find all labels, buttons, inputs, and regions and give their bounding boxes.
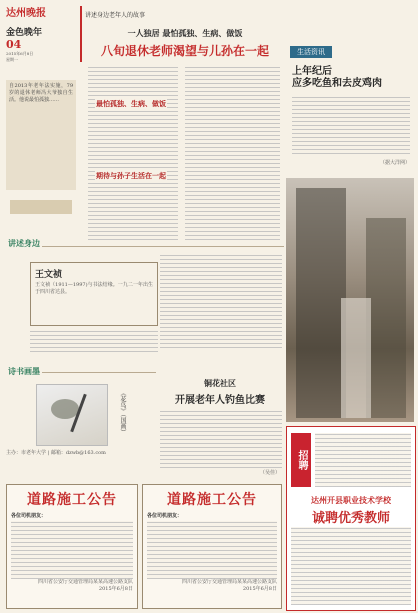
- notice-2: [142, 484, 282, 609]
- community-body: [160, 410, 282, 470]
- notice-2-body: [147, 521, 277, 579]
- notice-1-body: [11, 521, 133, 579]
- painting: [36, 384, 108, 446]
- notice-2-title: 道路施工公告: [167, 492, 257, 508]
- brand-logo: 达州晚报: [6, 8, 46, 19]
- mid-body-right: [160, 254, 282, 350]
- profile-box: [30, 262, 158, 326]
- sidebar-thumb: [10, 200, 72, 214]
- notice-1: [6, 484, 138, 609]
- right-body: [292, 96, 410, 156]
- recruit-details: [291, 527, 411, 605]
- notice-1-title: 道路施工公告: [27, 492, 117, 508]
- mid-section-label: 讲述身边: [8, 239, 40, 248]
- community-head: [158, 378, 282, 406]
- masthead: [6, 4, 76, 66]
- community-byline: （吴佳）: [259, 470, 280, 476]
- sidebar-note-text: 自2013年老年法实施，79岁的退休老师冯大爷独自生活。他说最怕孤独……: [9, 83, 73, 103]
- right-byline: （据大洋网）: [379, 160, 410, 166]
- top-story-subhead-1: 最怕孤独、生病、做饭: [96, 100, 166, 108]
- mid-body-left: [30, 330, 158, 352]
- recruit-body: [315, 433, 411, 487]
- right-section-label: 生活资讯: [290, 46, 332, 58]
- top-story-header: [85, 28, 285, 59]
- top-story-col1: [88, 66, 178, 242]
- street-photo: [286, 178, 414, 422]
- photo-building-right: [366, 218, 406, 418]
- notice-1-heading: 各位司机朋友：: [11, 513, 47, 519]
- community-title: 铜花社区: [204, 378, 236, 388]
- notice-2-date: 2015年6月8日: [242, 586, 277, 592]
- recruit-badge: 招聘: [291, 433, 311, 487]
- divider-top: [6, 246, 284, 247]
- profile-lead: 王文祯（1911—1997)与书法结缘。一九二一年出生于四川省达县。: [35, 282, 153, 295]
- recruit-title: 诚聘优秀教师: [311, 511, 390, 526]
- edition-name: 金色晚年: [6, 28, 43, 38]
- profile-name: 王文祯: [35, 270, 63, 280]
- issue-weekday: 星期一: [6, 57, 18, 62]
- notice-2-heading: 各位司机朋友：: [147, 513, 183, 519]
- masthead-divider: [80, 6, 82, 62]
- right-title: 上年纪后 应多吃鱼和去皮鸡肉: [292, 66, 382, 89]
- top-story-title: 八旬退休老师渴望与儿孙在一起: [100, 44, 269, 58]
- kicker: 讲述身边老年人的故事: [85, 12, 146, 19]
- top-story-subhead-2: 期待与孙子生活在一起: [96, 172, 166, 180]
- art-section-label: 诗书画墨: [8, 367, 40, 376]
- top-story-subtitle: 一人独居 最怕孤独、生病、做饭: [127, 28, 243, 38]
- recruit-ad: [286, 426, 416, 611]
- recruit-school: 达州开县职业技术学校: [311, 495, 391, 505]
- notice-1-date: 2015年6月8日: [98, 586, 133, 592]
- notice-1-issuer: 四川省公安厅交通管理局某某高速公路支队: [37, 579, 133, 585]
- page-number: 04: [6, 38, 22, 51]
- painting-caption: 《花鸟》（国画）: [119, 390, 126, 435]
- notice-2-issuer: 四川省公安厅交通管理局某某高速公路支队: [181, 579, 277, 585]
- issue-date: 2015年6月8日: [6, 51, 34, 56]
- photo-building-left: [296, 188, 346, 418]
- sidebar-note: [6, 80, 76, 190]
- community-headline: 开展老年人钓鱼比赛: [175, 395, 265, 406]
- photo-alley: [341, 298, 371, 418]
- top-story-col2: [185, 66, 280, 242]
- left-footer: 主办：市老年大学 | 邮箱：dzwb@163.com: [6, 450, 106, 456]
